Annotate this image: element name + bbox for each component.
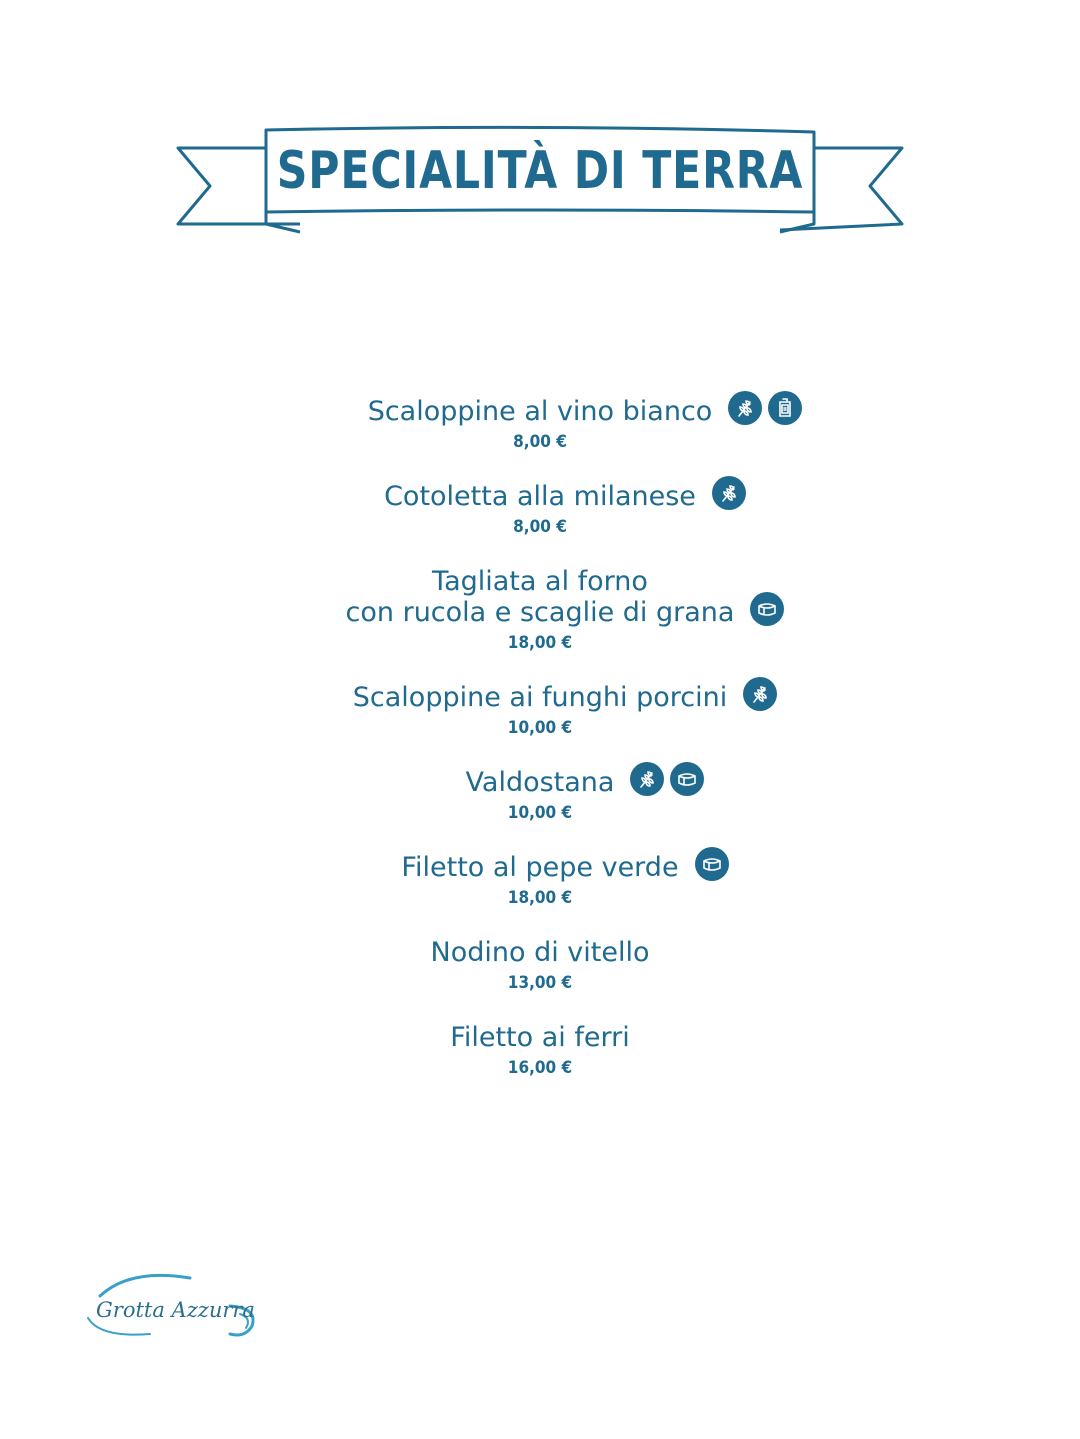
restaurant-logo: [80, 1268, 270, 1348]
cheese-icon: [750, 592, 784, 626]
menu-item-name-line: Nodino di vitello: [430, 937, 650, 968]
menu-item-name-line: con rucola e scaglie di grana: [345, 597, 735, 628]
menu-item: [200, 937, 880, 994]
wine-bottle-icon: [768, 391, 802, 425]
menu-item-name-line: Valdostana: [465, 767, 615, 798]
menu-item-name: [450, 1022, 629, 1053]
page-title: SPECIALITÀ DI TERRA: [276, 141, 804, 201]
wheat-icon: [743, 677, 777, 711]
title-banner: [170, 118, 910, 240]
menu-item-name: [431, 937, 650, 968]
menu-item-name: [401, 852, 678, 883]
menu-item: [200, 481, 880, 538]
menu-item-price: 18,00 €: [507, 888, 573, 908]
menu-item-name: [353, 682, 727, 713]
menu-item: [200, 396, 880, 453]
menu-item-name: [346, 566, 735, 628]
logo-text: Grotta Azzurra: [96, 1298, 255, 1322]
menu-item: [200, 566, 880, 654]
menu-list: [200, 396, 880, 1107]
menu-item-price: 18,00 €: [507, 633, 573, 653]
menu-item-name-line: Tagliata al forno: [432, 566, 648, 597]
allergen-icons: [712, 476, 746, 510]
wheat-icon: [712, 476, 746, 510]
menu-item-name-line: Scaloppine al vino bianco: [367, 396, 713, 427]
menu-item: [200, 852, 880, 909]
menu-item-price: 13,00 €: [507, 973, 573, 993]
menu-item-price: 10,00 €: [507, 718, 573, 738]
cheese-icon: [670, 762, 704, 796]
cheese-icon: [695, 847, 729, 881]
wheat-icon: [728, 391, 762, 425]
menu-item-price: 8,00 €: [513, 432, 567, 452]
menu-item-name-line: Cotoletta alla milanese: [384, 481, 696, 512]
allergen-icons: [630, 762, 704, 796]
menu-item: [200, 1022, 880, 1079]
allergen-icons: [695, 847, 729, 881]
wheat-icon: [630, 762, 664, 796]
menu-item-price: 16,00 €: [507, 1058, 573, 1078]
menu-item-price: 8,00 €: [513, 517, 567, 537]
menu-item: [200, 767, 880, 824]
allergen-icons: [750, 592, 784, 626]
menu-item-name-line: Filetto al pepe verde: [401, 852, 679, 883]
menu-item-name-line: Filetto ai ferri: [450, 1022, 630, 1053]
allergen-icons: [743, 677, 777, 711]
menu-item-name: [368, 396, 713, 427]
allergen-icons: [728, 391, 802, 425]
menu-item-name: [384, 481, 696, 512]
menu-item-name: [466, 767, 615, 798]
menu-item-name-line: Scaloppine ai funghi porcini: [352, 682, 728, 713]
menu-item-price: 10,00 €: [507, 803, 573, 823]
menu-item: [200, 682, 880, 739]
